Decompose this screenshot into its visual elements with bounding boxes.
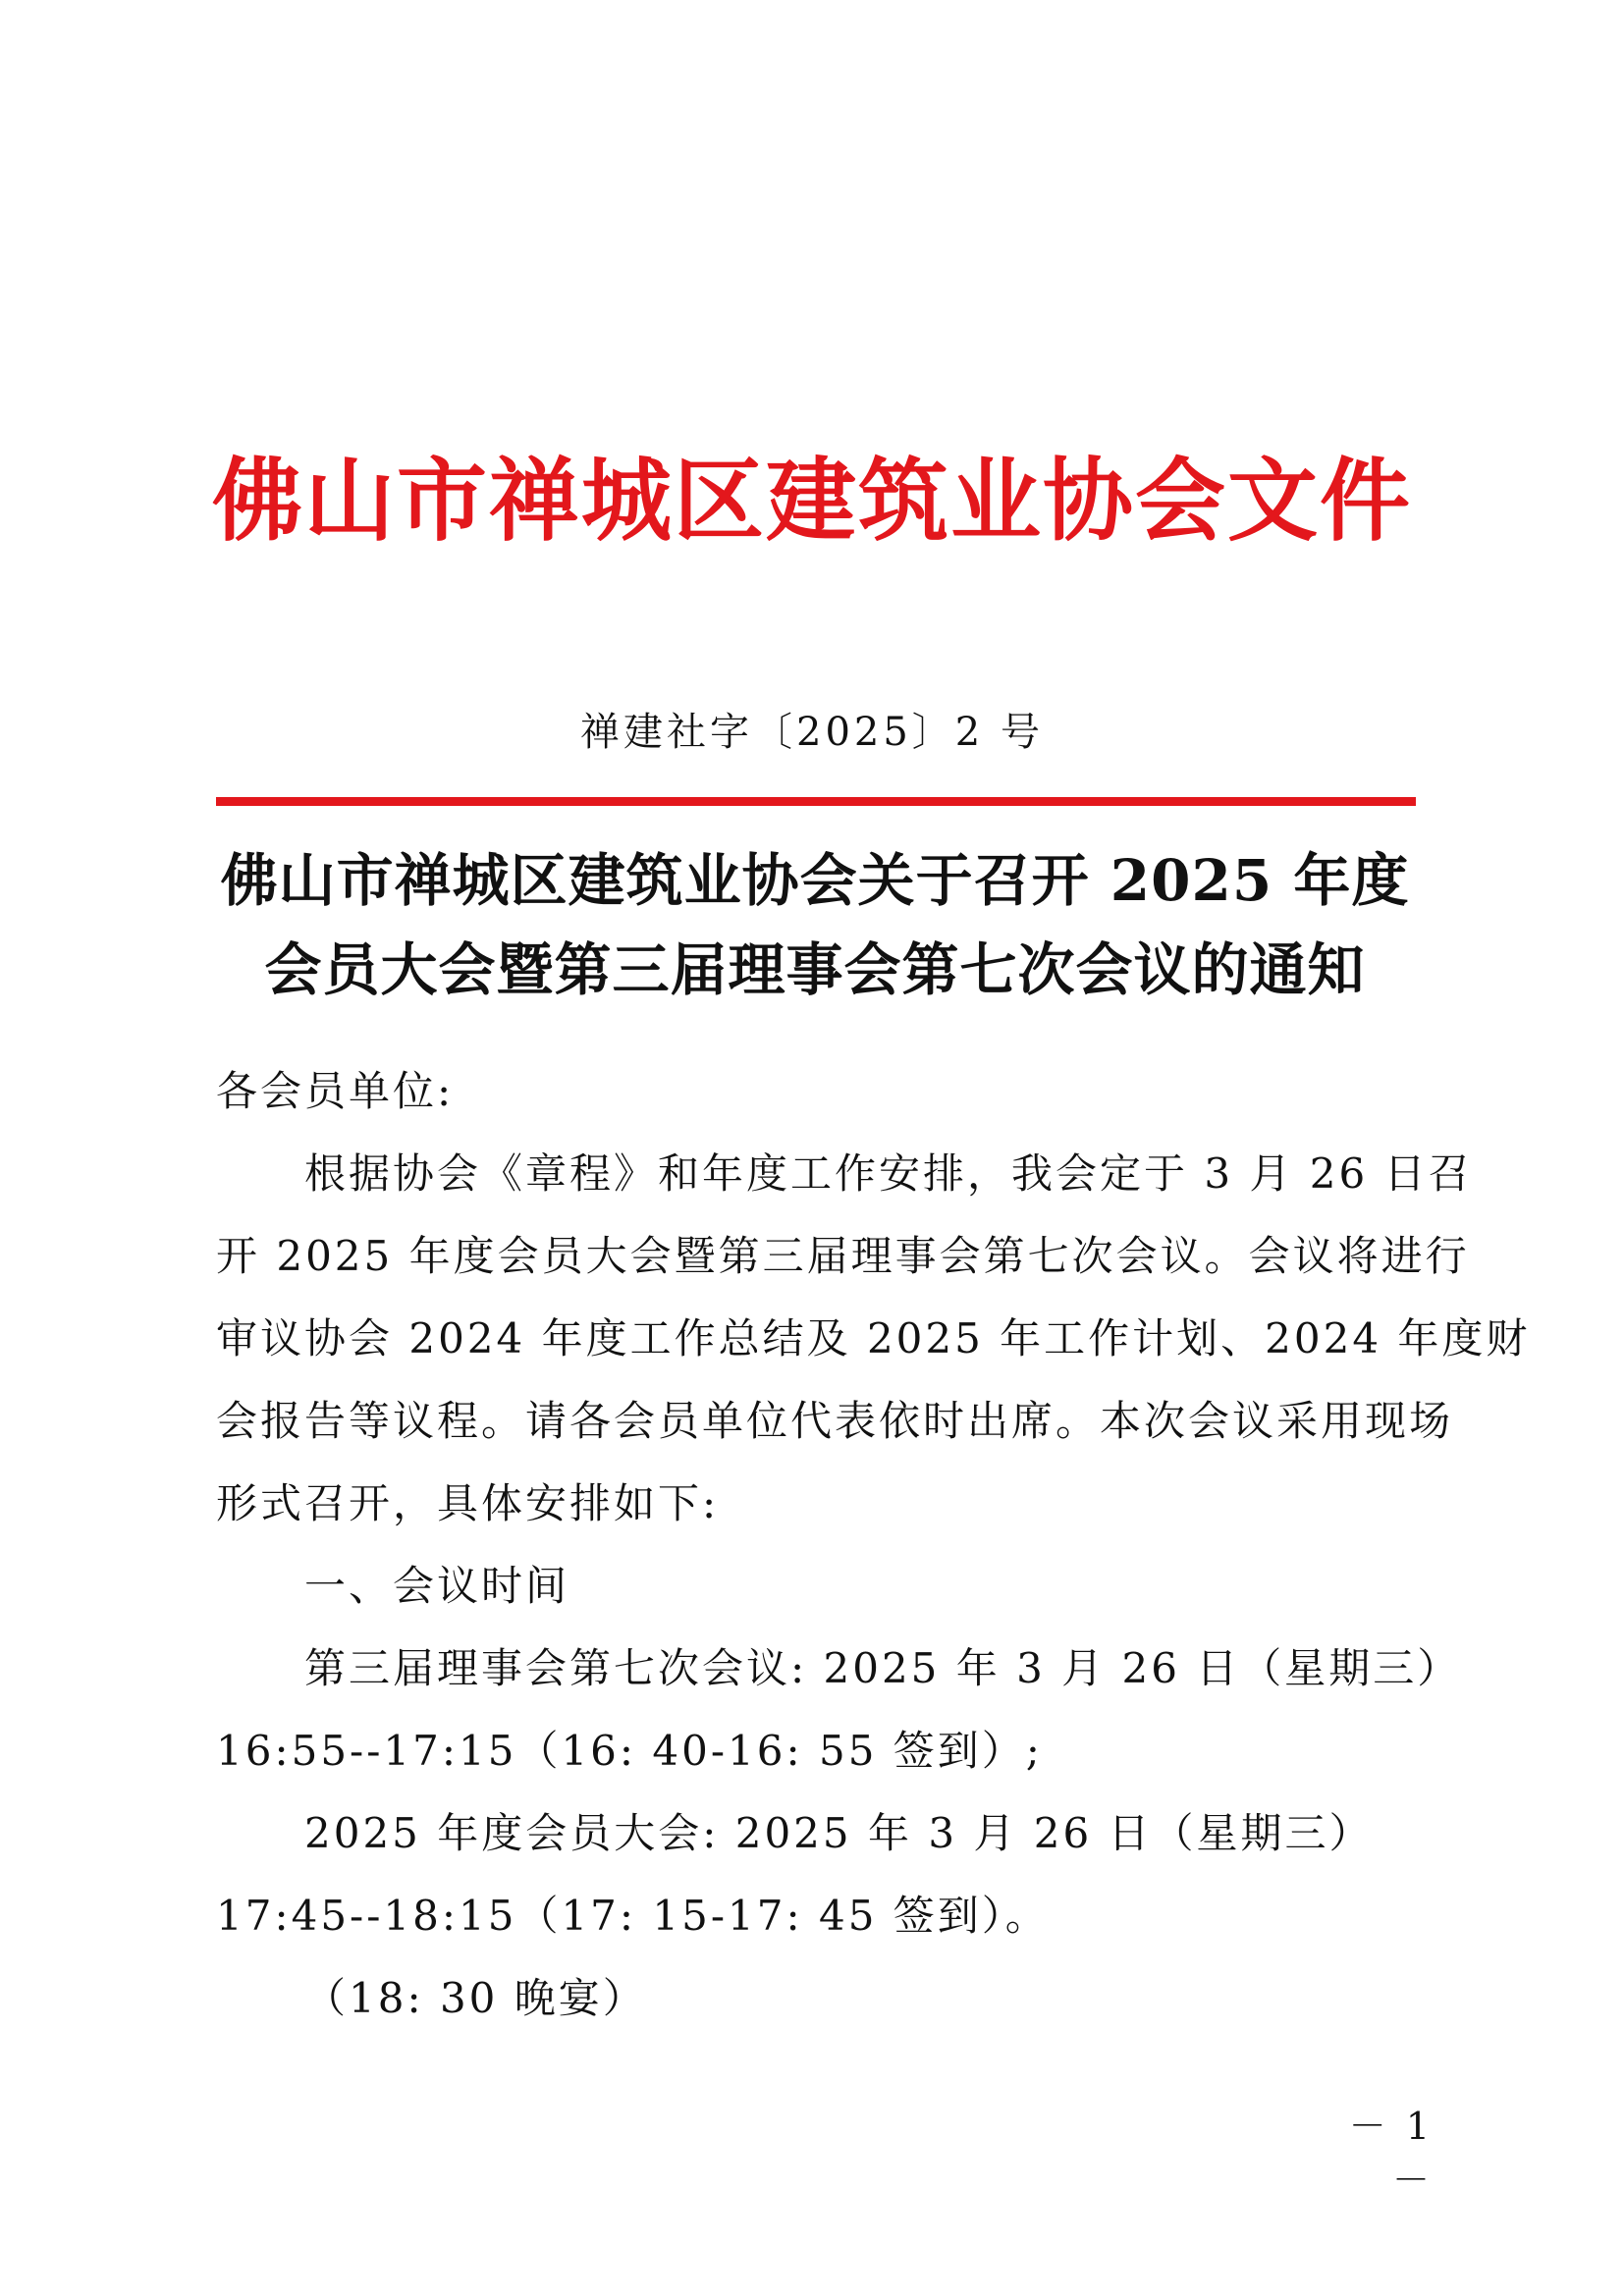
document-number: 禅建社字〔2025〕2 号 [580, 710, 1044, 755]
notice-title-line-1: 佛山市禅城区建筑业协会关于召开 2025 年度 [220, 847, 1410, 914]
org-header-title: 佛山市禅城区建筑业协会文件 [211, 448, 1412, 554]
red-divider-line [216, 797, 1416, 806]
paragraph-line: 审议协会 2024 年度工作总结及 2025 年工作计划、2024 年度财 [216, 1314, 1531, 1362]
page-number: － 1 － [1348, 2105, 1434, 2202]
paragraph-line: 形式召开，具体安排如下: [216, 1479, 720, 1527]
schedule-line: 2025 年度会员大会: 2025 年 3 月 26 日（星期三） [304, 1809, 1374, 1857]
section-heading: 一、会议时间 [304, 1562, 570, 1610]
notice-title [177, 836, 1453, 1015]
salutation: 各会员单位: [216, 1067, 455, 1115]
paragraph-line: 开 2025 年度会员大会暨第三届理事会第七次会议。会议将进行 [216, 1232, 1470, 1280]
schedule-line: （18: 30 晚宴） [304, 1974, 647, 2022]
schedule-line: 17:45--18:15（17: 15-17: 45 签到）。 [216, 1892, 1050, 1940]
notice-body [216, 1050, 1531, 2040]
notice-title-line-2: 会员大会暨第三届理事会第七次会议的通知 [264, 936, 1366, 1003]
schedule-line: 16:55--17:15（16: 40-16: 55 签到）; [216, 1727, 1043, 1775]
paragraph-line: 会报告等议程。请各会员单位代表依时出席。本次会议采用现场 [216, 1397, 1454, 1445]
paragraph-line: 根据协会《章程》和年度工作安排，我会定于 3 月 26 日召 [304, 1149, 1473, 1198]
schedule-line: 第三届理事会第七次会议: 2025 年 3 月 26 日（星期三） [304, 1644, 1462, 1692]
